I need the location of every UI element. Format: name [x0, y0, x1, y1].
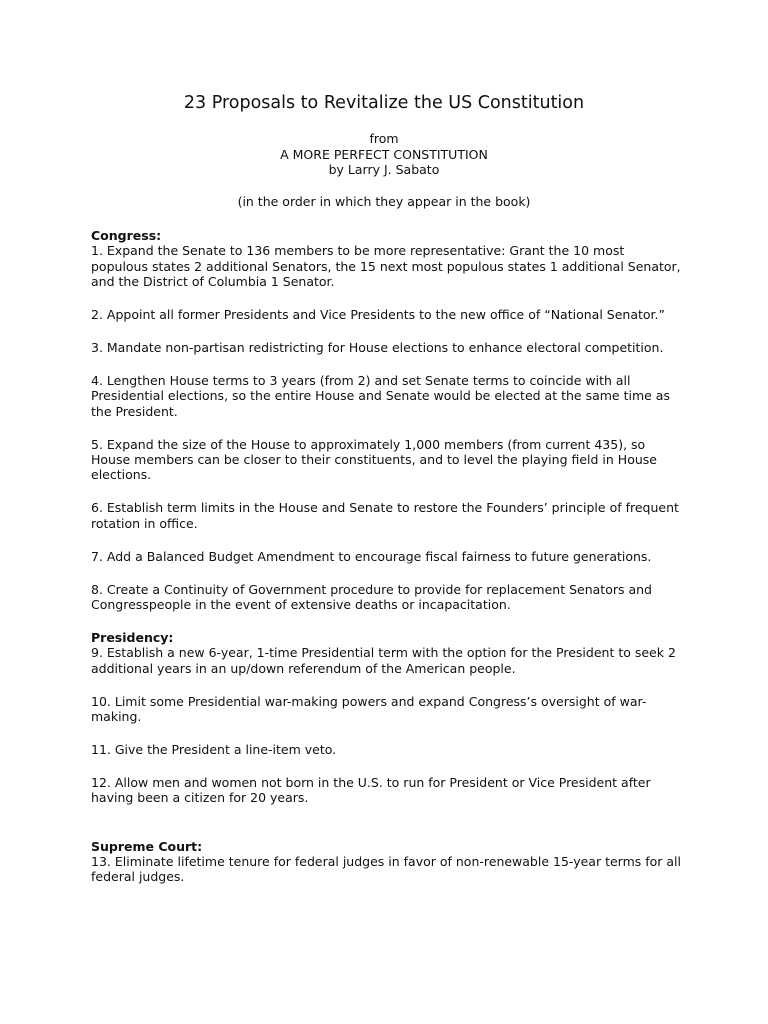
- proposal-item: 13. Eliminate lifetime tenure for federal judges in favor of non-renewable 15-year terms for all federal judges.: [91, 854, 682, 885]
- section-heading: Presidency:: [91, 629, 174, 645]
- proposals-list: [91, 228, 681, 902]
- source-author: by Larry J. Sabato: [328, 162, 440, 177]
- proposal-item: 8. Create a Continuity of Government procedure to provide for replacement Senators and Congresspeople in the event of extensive deaths or incapacitation.: [91, 581, 652, 612]
- proposal-item: 9. Establish a new 6-year, 1-time Presidential term with the option for the President to seek 2 additional years in an up/down referendum of the American people.: [91, 645, 676, 676]
- section-congress: [91, 228, 681, 612]
- section-heading: Supreme Court:: [91, 838, 203, 854]
- proposal-item: 7. Add a Balanced Budget Amendment to encourage fiscal fairness to future generations.: [91, 548, 652, 564]
- document-title: 23 Proposals to Revitalize the US Constitution: [183, 93, 585, 113]
- proposal-item: 1. Expand the Senate to 136 members to be more representative: Grant the 10 most populous states 2 additional Senators, the 15 next most populous states 1 additional Senator, and the District of Columbia 1 Senator.: [91, 243, 681, 290]
- proposal-item: 6. Establish term limits in the House and Senate to restore the Founders’ principle of frequent rotation in office.: [91, 500, 679, 531]
- proposal-item: 4. Lengthen House terms to 3 years (from 2) and set Senate terms to coincide with all Presidential elections, so the entire House and Senate would be elected at the same time as the President.: [91, 372, 670, 419]
- proposal-item: 2. Appoint all former Presidents and Vice Presidents to the new office of “National Senator.”: [91, 307, 665, 323]
- section-presidency: [91, 630, 681, 806]
- section-heading: Congress:: [91, 228, 162, 243]
- proposal-item: 12. Allow men and women not born in the U.S. to run for President or Vice President after having been a citizen for 20 years.: [91, 774, 651, 806]
- proposal-item: 11. Give the President a line-item veto.: [91, 741, 337, 757]
- source-book-title: A MORE PERFECT CONSTITUTION: [280, 146, 488, 162]
- section-supreme-court: [91, 839, 681, 885]
- proposal-item: 3. Mandate non-partisan redistricting for House elections to enhance electoral competition.: [91, 340, 664, 356]
- proposal-item: 5. Expand the size of the House to approximately 1,000 members (from current 435), so House members can be closer to their constituents, and to level the playing field in House elections.: [91, 436, 657, 483]
- proposal-item: 10. Limit some Presidential war-making powers and expand Congress’s oversight of war-making.: [91, 693, 647, 725]
- order-note: (in the order in which they appear in the book): [237, 194, 531, 209]
- source-from: from: [369, 131, 399, 146]
- source-block: [0, 131, 768, 178]
